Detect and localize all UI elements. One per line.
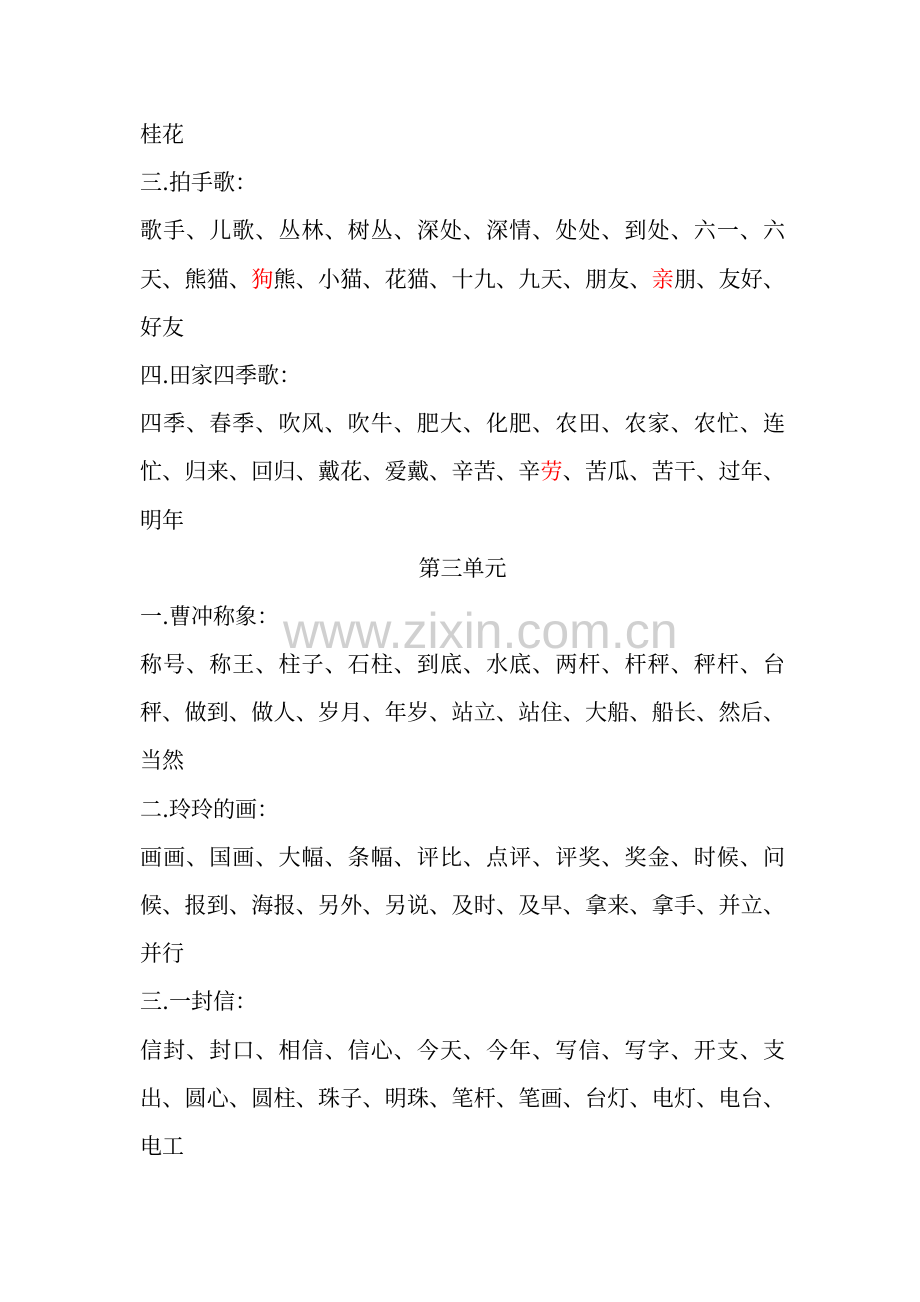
lesson-section-clapping-song xyxy=(140,160,785,353)
highlighted-character: 狗 xyxy=(251,267,274,293)
vocab-line xyxy=(140,449,785,497)
vocab-line: 并行 xyxy=(140,942,185,968)
vocab-text: 忙、归来、回归、戴花、爱戴、辛苦、辛 xyxy=(140,460,541,486)
vocab-text: 熊、小猫、花猫、十九、九天、朋友、 xyxy=(273,267,652,293)
lesson-heading: 四.田家四季歌： xyxy=(140,363,301,389)
lesson-section-farm-seasons-song xyxy=(140,353,785,546)
vocab-line: 好友 xyxy=(140,315,185,341)
vocab-line: 歌手、儿歌、丛林、树丛、深处、深情、处处、到处、六一、六 xyxy=(140,219,785,245)
lesson-heading: 三.一封信： xyxy=(140,990,257,1016)
lesson-heading: 一.曹冲称象： xyxy=(140,604,279,630)
highlighted-character: 亲 xyxy=(651,267,674,293)
vocab-line: 画画、国画、大幅、条幅、评比、点评、评奖、奖金、时候、问 xyxy=(140,845,785,871)
vocab-line: 秤、做到、做人、岁月、年岁、站立、站住、大船、船长、然后、 xyxy=(140,701,785,727)
lesson-heading: 三.拍手歌： xyxy=(140,171,257,197)
unit-title: 第三单元 xyxy=(418,556,507,582)
vocab-text: 天、熊猫、 xyxy=(140,267,252,293)
vocab-text: 、苦瓜、苦干、过年、 xyxy=(562,460,785,486)
vocab-text: 朋、友好、 xyxy=(673,267,785,293)
vocab-line: 信封、封口、相信、信心、今天、今年、写信、写字、开支、支 xyxy=(140,1038,785,1064)
highlighted-character: 劳 xyxy=(540,460,563,486)
vocab-line: 明年 xyxy=(140,508,185,534)
vocab-line: 四季、春季、吹风、吹牛、肥大、化肥、农田、农家、农忙、连 xyxy=(140,412,785,438)
lesson-section-cao-chong-weighs-elephant xyxy=(140,594,785,787)
lesson-section-a-letter xyxy=(140,979,785,1172)
vocab-line xyxy=(140,257,785,305)
vocab-line: 当然 xyxy=(140,749,185,775)
lesson-section-lingling-painting xyxy=(140,787,785,980)
vocab-line: 出、圆心、圆柱、珠子、明珠、笔杆、笔画、台灯、电灯、电台、 xyxy=(140,1086,785,1112)
vocab-line: 电工 xyxy=(140,1134,185,1160)
vocab-line: 称号、称王、柱子、石柱、到底、水底、两杆、杆秤、秤杆、台 xyxy=(140,653,785,679)
vocab-line: 候、报到、海报、另外、另说、及时、及早、拿来、拿手、并立、 xyxy=(140,894,785,919)
watermark: www.zixin.com.cn xyxy=(283,603,678,659)
document-body xyxy=(140,112,785,1172)
continued-line: 桂花 xyxy=(140,123,185,148)
lesson-heading: 二.玲玲的画： xyxy=(140,797,279,823)
